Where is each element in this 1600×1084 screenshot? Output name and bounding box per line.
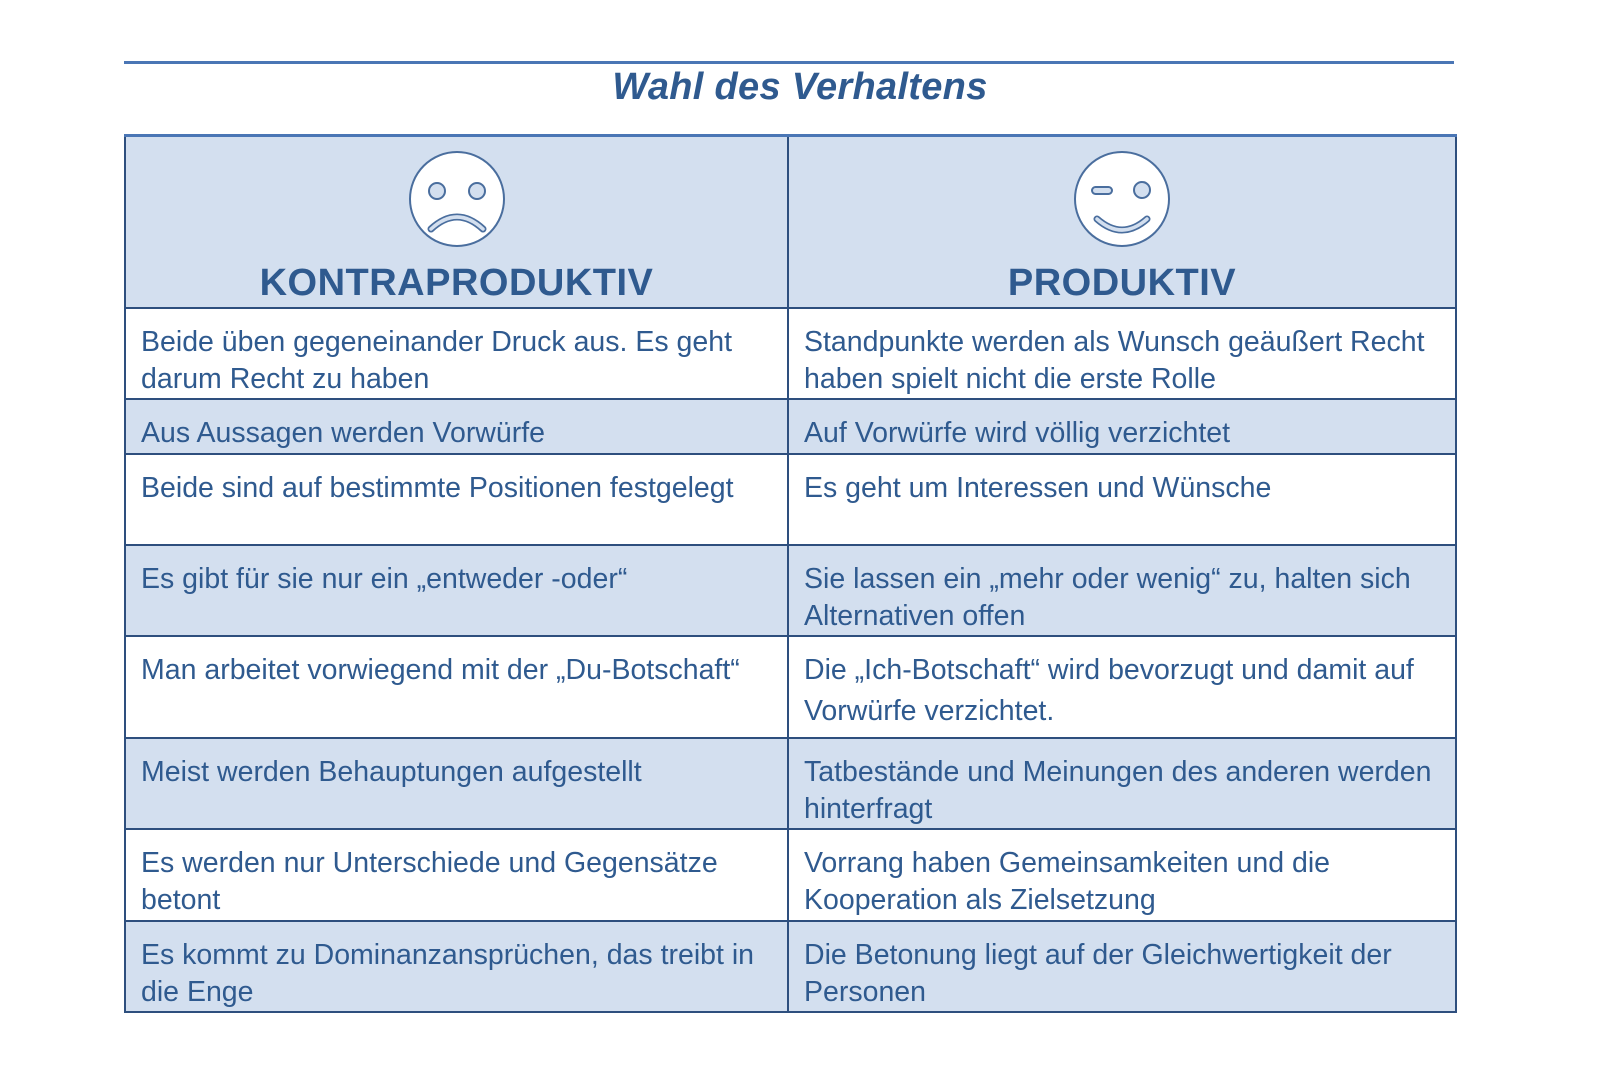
sad-face-icon bbox=[407, 149, 507, 249]
cell-kontraproduktiv: Es kommt zu Dominanzansprüchen, das treibt in die Enge bbox=[125, 921, 788, 1012]
table-row bbox=[125, 545, 1456, 636]
table-header-row bbox=[125, 136, 1456, 309]
cell-produktiv: Die Betonung liegt auf der Gleichwertigkeit der Personen bbox=[788, 921, 1456, 1012]
cell-produktiv: Standpunkte werden als Wunsch geäußert Recht haben spielt nicht die erste Rolle bbox=[788, 308, 1456, 399]
cell-kontraproduktiv: Beide sind auf bestimmte Positionen festgelegt bbox=[125, 454, 788, 545]
column-label-kontraproduktiv: KONTRAPRODUKTIV bbox=[259, 262, 654, 304]
table-row bbox=[125, 921, 1456, 1012]
cell-produktiv: Auf Vorwürfe wird völlig verzichtet bbox=[788, 399, 1456, 454]
comparison-table bbox=[124, 134, 1457, 1013]
cell-kontraproduktiv: Beide üben gegeneinander Druck aus. Es geht darum Recht zu haben bbox=[125, 308, 788, 399]
winking-face-icon bbox=[1072, 149, 1172, 249]
column-header-produktiv bbox=[788, 136, 1456, 309]
table-row bbox=[125, 308, 1456, 399]
table-row bbox=[125, 738, 1456, 829]
title-top-rule bbox=[124, 61, 1454, 64]
cell-produktiv: Tatbestände und Meinungen des anderen werden hinterfragt bbox=[788, 738, 1456, 829]
table-row bbox=[125, 636, 1456, 738]
cell-kontraproduktiv: Es gibt für sie nur ein „entweder -oder“ bbox=[125, 545, 788, 636]
cell-kontraproduktiv: Es werden nur Unterschiede und Gegensätze betont bbox=[125, 829, 788, 921]
cell-produktiv: Vorrang haben Gemeinsamkeiten und die Kooperation als Zielsetzung bbox=[788, 829, 1456, 921]
column-label-produktiv: PRODUKTIV bbox=[1007, 262, 1237, 304]
column-header-kontraproduktiv bbox=[125, 136, 788, 309]
table-row bbox=[125, 399, 1456, 454]
cell-produktiv: Sie lassen ein „mehr oder wenig“ zu, halten sich Alternativen offen bbox=[788, 545, 1456, 636]
page-title: Wahl des Verhaltens bbox=[612, 66, 988, 108]
table-row bbox=[125, 454, 1456, 545]
cell-produktiv: Es geht um Interessen und Wünsche bbox=[788, 454, 1456, 545]
cell-kontraproduktiv: Aus Aussagen werden Vorwürfe bbox=[125, 399, 788, 454]
cell-produktiv: Die „Ich-Botschaft“ wird bevorzugt und damit auf Vorwürfe verzichtet. bbox=[788, 636, 1456, 738]
cell-kontraproduktiv: Meist werden Behauptungen aufgestellt bbox=[125, 738, 788, 829]
cell-kontraproduktiv: Man arbeitet vorwiegend mit der „Du-Botschaft“ bbox=[125, 636, 788, 738]
table-row bbox=[125, 829, 1456, 921]
